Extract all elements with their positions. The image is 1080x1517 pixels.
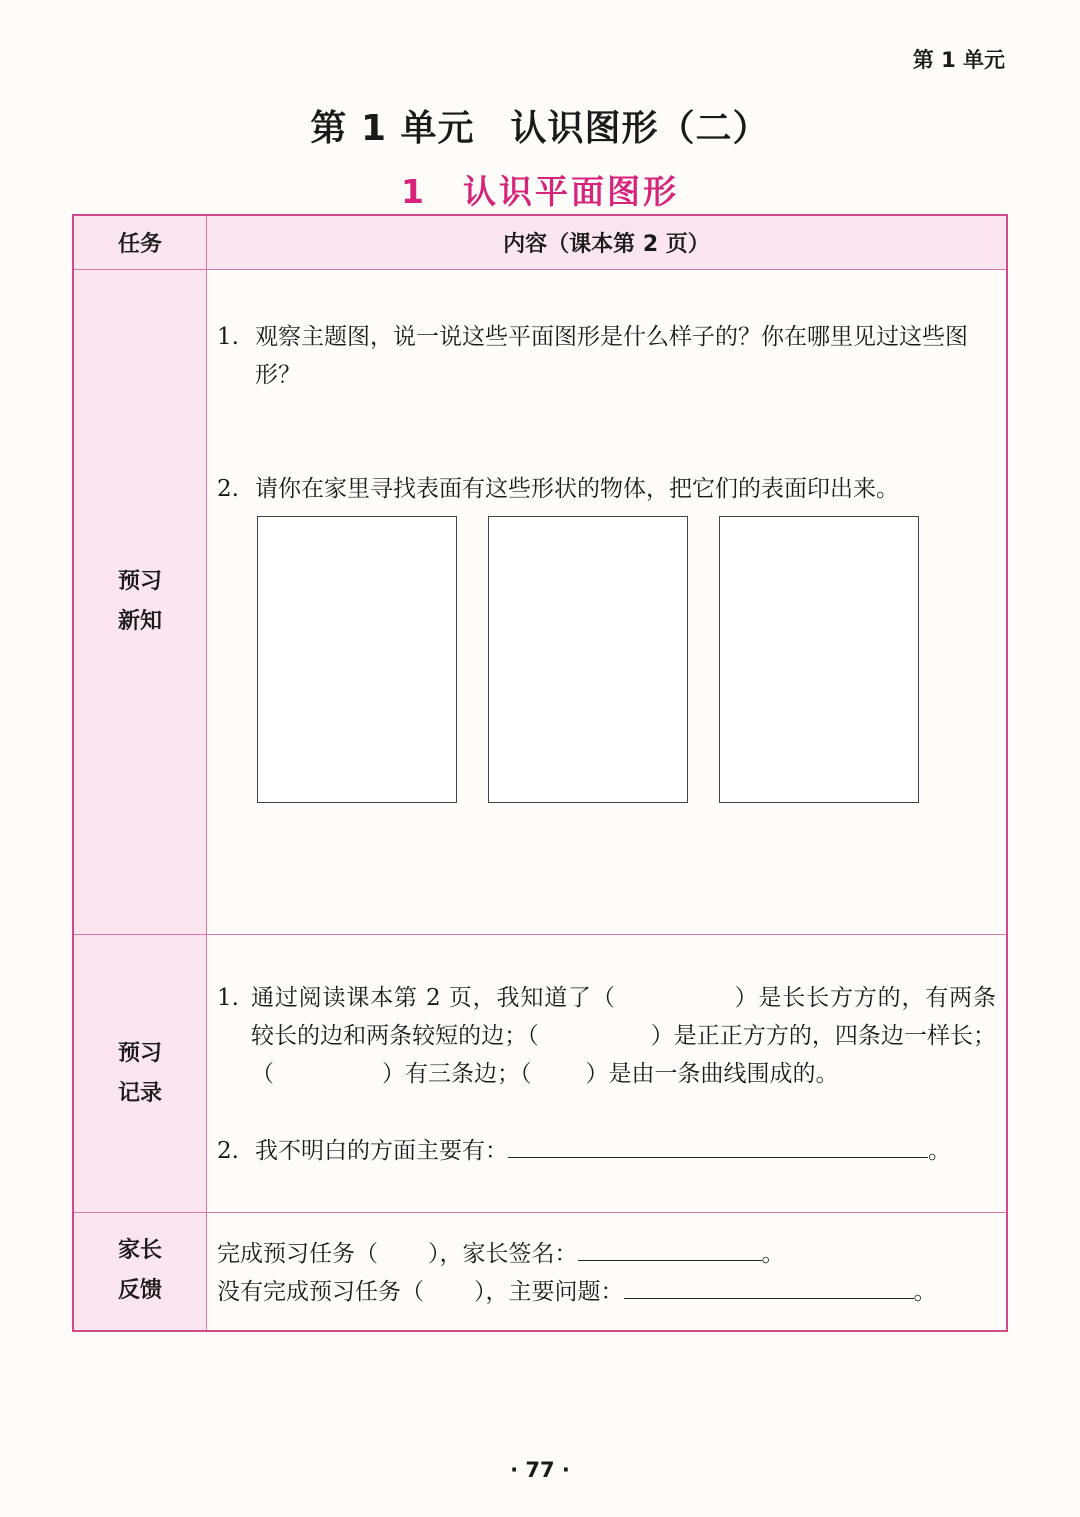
question-prompt: 我不明白的方面主要有： (255, 1138, 508, 1164)
blank-text: ）有三条边；（ (382, 1061, 532, 1087)
feedback-text: ），主要问题： (474, 1279, 624, 1305)
question-number: 2. (217, 476, 239, 502)
question-number: 2. (217, 1138, 239, 1164)
table-row (73, 270, 1007, 935)
unit-label: 第 1 单元 (912, 48, 1005, 72)
table-row (73, 1213, 1007, 1331)
section-title (0, 166, 1080, 213)
answer-line[interactable] (508, 1133, 928, 1158)
row-label (73, 935, 207, 1213)
row-label-line: 预习 (117, 569, 162, 594)
row-content (207, 935, 1008, 1213)
title-main: 认识图形（二） (510, 108, 770, 149)
preview-table (72, 214, 1008, 1332)
question-text (255, 1132, 996, 1170)
signature-line[interactable] (578, 1236, 762, 1261)
question-text (251, 979, 996, 1093)
blank-text: ）是正正方方的，四条边一样长；（ (251, 1023, 997, 1087)
question-text: 观察主题图，说一说这些平面图形是什么样子的？你在哪里见过这些图形？ (255, 324, 968, 388)
blank-text: ）是由一条曲线围成的。 (585, 1061, 839, 1087)
section-number: 1 (401, 172, 427, 211)
page-number: · 77 · (510, 1458, 570, 1482)
feedback-text: 完成预习任务（ (217, 1241, 378, 1267)
line-end: 。 (913, 1279, 937, 1305)
row-label-line: 记录 (117, 1080, 162, 1106)
line-end: 。 (761, 1241, 785, 1267)
title-unit: 第 1 单元 (310, 108, 475, 149)
question-number: 1. (217, 985, 239, 1011)
feedback-text: 没有完成预习任务（ (217, 1279, 424, 1305)
problem-line[interactable] (624, 1274, 914, 1299)
row-content (207, 1213, 1008, 1331)
row-label-line: 预习 (117, 1040, 162, 1066)
print-box[interactable] (257, 516, 457, 803)
table-row (73, 935, 1007, 1213)
section-name: 认识平面图形 (462, 172, 679, 211)
line-end: 。 (928, 1138, 951, 1164)
row-label-line: 反馈 (117, 1278, 162, 1304)
question-1 (217, 979, 996, 1093)
column-header-content: 内容（课本第 2 页） (207, 215, 1008, 270)
blank-text: ）是长长方方的，有两条较长的边和两条较短的边；（ (251, 985, 996, 1049)
row-label-line: 新知 (117, 609, 162, 634)
question-text: 请你在家里寻找表面有这些形状的物体，把它们的表面印出来。 (255, 476, 899, 502)
question-number: 1. (217, 324, 239, 350)
blank-text: 通过阅读课本第 2 页，我知道了（ (251, 985, 616, 1011)
feedback-line-1 (217, 1235, 996, 1273)
feedback-line-2 (217, 1273, 996, 1311)
column-header-task: 任务 (73, 215, 207, 270)
print-box[interactable] (488, 516, 688, 803)
question-2 (217, 1132, 996, 1170)
feedback-text: ），家长签名： (428, 1241, 578, 1267)
row-label (73, 1213, 207, 1331)
page-title (0, 100, 1080, 151)
question-2 (217, 470, 996, 508)
row-content (207, 270, 1008, 935)
question-1 (217, 318, 996, 394)
row-label (73, 270, 207, 935)
print-box[interactable] (719, 516, 919, 803)
row-label-line: 家长 (117, 1238, 162, 1264)
table-header-row (73, 215, 1007, 270)
